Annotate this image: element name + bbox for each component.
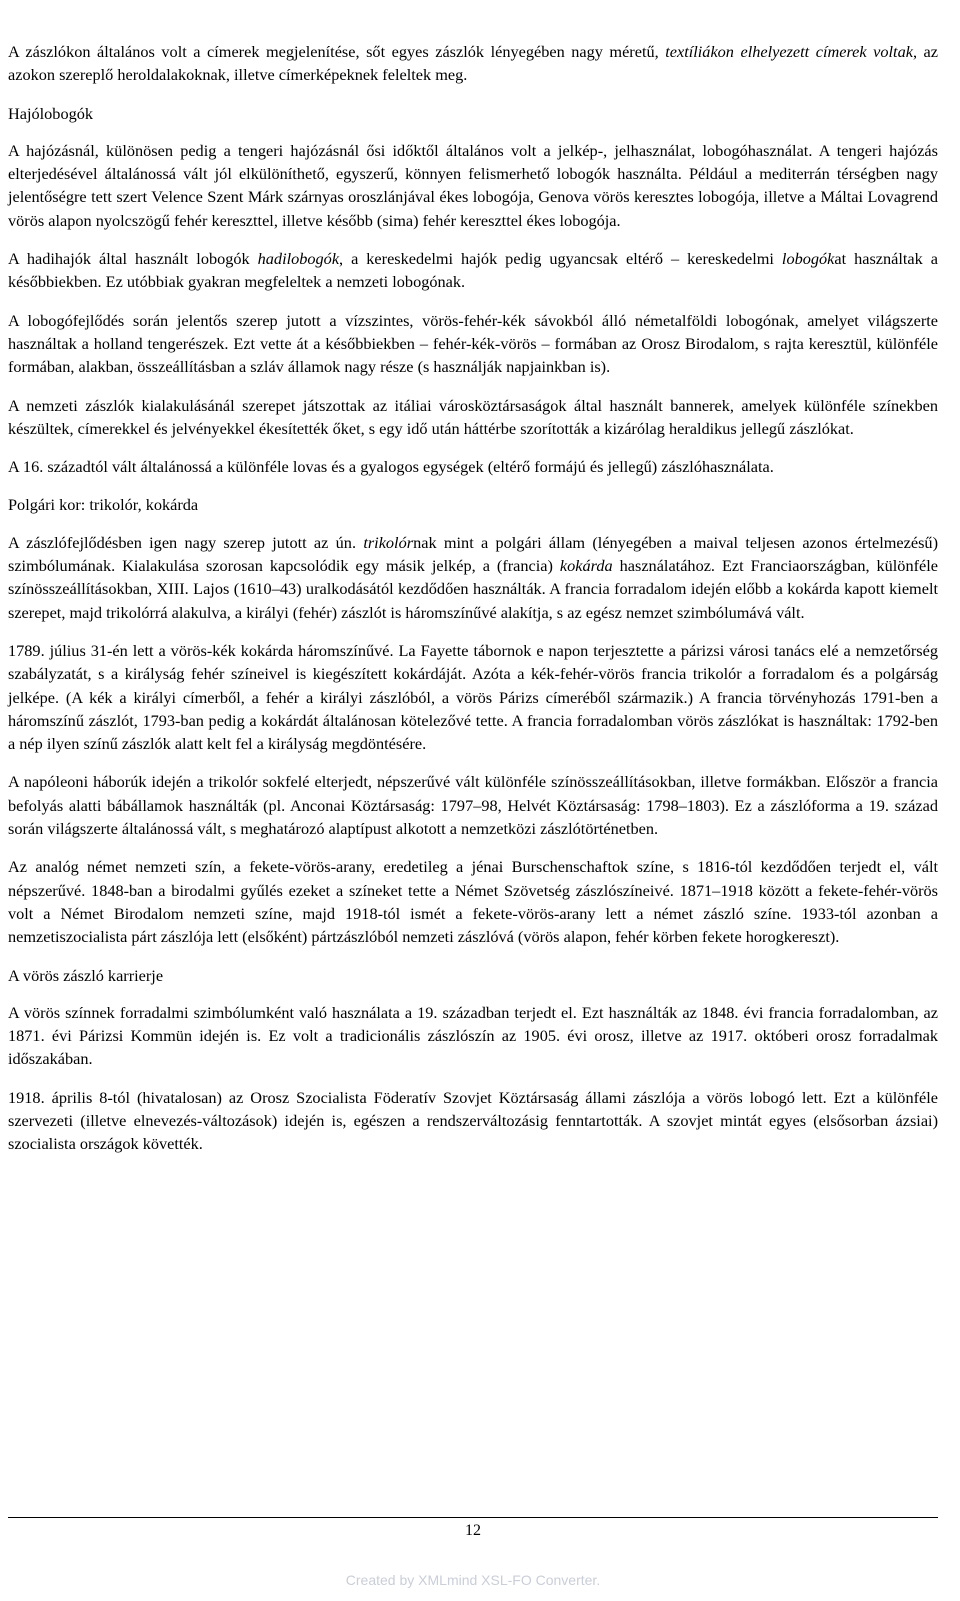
text-run: 1789. július 31-én lett a vörös-kék kokárda háromszínűvé. La Fayette tábornok e napon terjesztette a párizsi városi tanács elé a nemzetőrség szabályzatát, s a királyság fehér színeivel is kiegészített kokárdáját. Azóta a kék-fehér-vörös francia trikolór a forradalom és a polgárság jelképe. (A kék a királyi címerből, a fehér a királyi zászlóból, a vörös Párizs címeréből származik.) A francia törvényhozás 1791-ben a háromszínű zászlót, 1793-ban pedig a kokárdát általánosan kötelezővé tette. A francia forradalomban vörös zászlókat is használtak: 1792-ben a nép ilyen színű zászlók alatt kelt fel a királyság megdöntésére. — [8, 640, 938, 754]
paragraph — [8, 1001, 938, 1071]
text-run: A hajózásnál, különösen pedig a tengeri hajózásnál ősi időktől általános volt a jelkép-, jelhasználat, lobogóhasználat. A tengeri hajózás elterjedésével általánossá vált jól elkülöníthető, egyszerű, könnyen felismerhető lobogók használta. Például a mediterrán térségben nagy jelentőségre tett szert Velence Szent Márk szárnyas oroszlánjával ékes lobogója, Genova vörös keresztes lobogója, illetve a Máltai Lovagrend vörös alapon nyolcszögű fehér kereszttel, illetve később (sima) fehér kereszttel ékes lobogója. — [8, 140, 938, 230]
paragraph — [8, 1086, 938, 1156]
text-run: A zászlófejlődésben igen nagy szerep jutott az ún. — [8, 532, 364, 552]
text-run: 1918. április 8-tól (hivatalosan) az Orosz Szocialista Föderatív Szovjet Köztársaság állami zászlója a vörös lobogó lett. Ezt a különféle szervezeti (illetve elnevezés-változások) idején is, egészen a rendszerváltozásig fenntartották. A szovjet mintát egyes (elsősorban ázsiai) szocialista országok követték. — [8, 1087, 938, 1154]
text-run: Az analóg német nemzeti szín, a fekete-vörös-arany, eredetileg a jénai Burschenschaftok színe, s 1816-tól kezdődően terjedt el, vált népszerűvé. 1848-ban a birodalmi gyűlés ezeket a színeket tette a Német Szövetség zászlószíneivé. 1871–1918 között a fekete-fehér-vörös volt a Német Birodalom nemzeti színe, majd 1918-tól ismét a fekete-vörös-arany lett a német zászló színe. 1933-tól azonban a nemzetiszocialista párt zászlója lett (elsőként) pártzászlóból nemzeti zászlóvá (vörös alapon, fehér körben fekete horogkereszt). — [8, 857, 938, 947]
paragraph — [8, 139, 938, 232]
footer-divider — [8, 1517, 938, 1518]
text-run: Hajólobogók — [8, 103, 94, 123]
paragraph — [8, 531, 938, 624]
converter-credit: Created by XMLmind XSL-FO Converter. — [345, 1572, 601, 1588]
paragraph — [8, 639, 938, 755]
text-run: használatához. Ezt Franciaországban, különféle színösszeállításokban, XIII. Lajos (1610–43) uralkodásától kezdődően használták. A francia forradalom idején előbb a kokárda kapott kiemelt szerepet, majd trikolórrá alakulva, a királyi (fehér) zászlót is háromszínűvé alakítja, s az egész nemzet szimbólumává vált. — [8, 556, 938, 622]
italic-text: hadilobogók — [257, 249, 340, 269]
text-run: at használtak a későbbiekben. Ez utóbbiak gyakran megfeleltek a nemzeti lobogónak. — [8, 249, 938, 292]
paragraph — [8, 394, 938, 441]
italic-text: lobogók — [781, 249, 835, 269]
text-run: Polgári kor: trikolór, kokárda — [8, 495, 199, 515]
text-run: A 16. századtól vált általánossá a különféle lovas és a gyalogos egységek (eltérő formájú és jellegű) zászlóhasználata. — [8, 457, 774, 477]
paragraph — [8, 247, 938, 294]
italic-text: trikolór — [363, 532, 414, 552]
text-run: nak mint a polgári állam (lényegében a maival teljesen azonos értelmezésű) szimbólumának. Kialakulása szorosan kapcsolódik egy másik jelkép, a (francia) — [8, 532, 938, 576]
document-body — [8, 40, 938, 1171]
text-run: , az azokon szereplő heroldalakoknak, illetve címerképeknek feleltek meg. — [8, 42, 939, 85]
paragraph — [8, 770, 938, 840]
section-heading — [8, 493, 938, 516]
section-heading — [8, 102, 938, 125]
italic-text: textíliákon elhelyezett címerek voltak — [665, 42, 913, 61]
text-run: A napóleoni háborúk idején a trikolór sokfelé elterjedt, népszerűvé vált különféle színösszeállításokban, illetve formákban. Először a francia befolyás alatti bábállamok használták (pl. Anconai Köztársaság: 1797–98, Helvét Köztársaság: 1798–1803). Ez a zászlóforma a 19. század során világszerte általánossá vált, s meghatározó alaptípust alkotott a nemzetközi zászlótörténetben. — [8, 772, 938, 839]
section-heading — [8, 964, 938, 987]
text-run: A zászlókon általános volt a címerek megjelenítése, sőt egyes zászlók lényegében nagy méretű, — [8, 42, 666, 61]
page-number: 12 — [465, 1522, 481, 1539]
paragraph — [8, 855, 938, 948]
text-run: A hadihajók által használt lobogók — [8, 249, 258, 269]
paragraph — [8, 40, 938, 87]
paragraph — [8, 455, 938, 478]
text-run: A vörös színnek forradalmi szimbólumként való használata a 19. században terjedt el. Ezt használták az 1848. évi francia forradalomban, az 1871. évi Párizsi Kommün idején is. Ez volt a tradicionális zászlószín az 1905. évi orosz, illetve az 1917. októberi orosz forradalmak időszakában. — [8, 1002, 938, 1069]
text-run: A lobogófejlődés során jelentős szerep jutott a vízszintes, vörös-fehér-kék sávokból álló németalföldi lobogónak, amelyet világszerte használtak a holland tengerészek. Ezt vette át a későbbiekben – fehér-kék-vörös – formában az Orosz Birodalom, s rajta keresztül, különféle formában, alakban, összeállításban a szláv államok nagy része (s használják napjainkban is). — [8, 310, 938, 377]
text-run: A vörös zászló karrierje — [8, 965, 164, 985]
paragraph — [8, 309, 938, 379]
text-run: A nemzeti zászlók kialakulásánál szerepet játszottak az itáliai városköztársaságok által használt bannerek, amelyek különféle színekben készültek, címerekkel és jelvényekkel ékesítették őket, s egy idő után háttérbe szorították a kizárólag heraldikus jellegű zászlókat. — [8, 395, 938, 438]
text-run: , a kereskedelmi hajók pedig ugyancsak eltérő – kereskedelmi — [339, 249, 782, 269]
italic-text: kokárda — [559, 556, 613, 576]
